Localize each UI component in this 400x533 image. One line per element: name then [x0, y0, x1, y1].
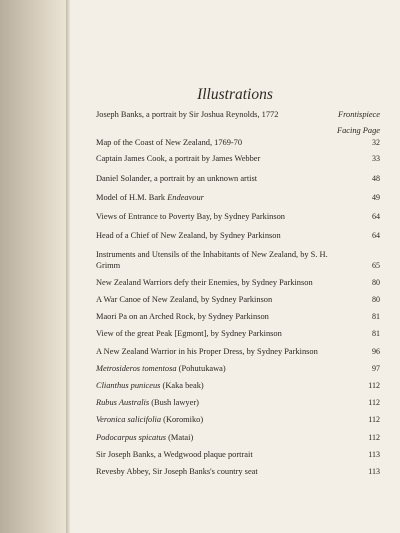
- entry-title-text: A War Canoe of New Zealand, by Sydney Parkinson: [96, 295, 273, 305]
- entry-page: 49: [372, 192, 380, 202]
- entry-title: [96, 193, 380, 203]
- entry-title-text: Maori Pa on an Arched Rock, by Sydney Parkinson: [96, 312, 269, 322]
- entry-title-text: (Matai): [166, 432, 194, 442]
- entry-title: [96, 467, 380, 477]
- list-item: [96, 467, 380, 477]
- list-item: [96, 450, 380, 460]
- entry-title-text: Daniel Solander, a portrait by an unknown artist: [96, 173, 258, 183]
- list-item: [96, 312, 380, 322]
- list-item: [96, 138, 380, 148]
- entry-title-text: Model of H.M. Bark: [96, 192, 168, 202]
- entry-page: 81: [372, 329, 380, 339]
- list-item: [96, 278, 380, 288]
- entry-title-text: View of the great Peak [Egmont], by Sydney Parkinson: [96, 329, 282, 339]
- entry-title: [96, 398, 380, 408]
- entry-title-text: (Kaka beak): [160, 381, 204, 391]
- entry-page: 97: [372, 363, 380, 373]
- entry-title-italic: Veronica salicifolia: [96, 415, 162, 425]
- entry-page: Frontispiece: [337, 110, 380, 119]
- list-item: [96, 415, 380, 425]
- entry-title: [96, 364, 380, 374]
- entry-page: 112: [368, 415, 380, 425]
- list-item: [96, 295, 380, 305]
- entry-title-text: Map of the Coast of New Zealand, 1769-70: [96, 138, 243, 148]
- entry-title: [96, 450, 380, 460]
- entry-title: [96, 212, 380, 222]
- entry-title-text: Revesby Abbey, Sir Joseph Banks's country seat: [96, 467, 258, 477]
- entry-page: 113: [368, 467, 380, 477]
- entry-title-italic: Rubus Australis: [96, 398, 150, 408]
- list-item: [96, 433, 380, 443]
- entry-title: [96, 295, 380, 305]
- page-title: Illustrations: [197, 86, 273, 103]
- entry-title-italic: Podocarpus spicatus: [96, 432, 167, 442]
- entry-title: [96, 231, 380, 241]
- list-item: [96, 364, 380, 374]
- entry-page: 112: [368, 432, 380, 442]
- entry-title-text: Instruments and Utensils of the Inhabitants of New Zealand, by S. H. Grimm: [96, 250, 328, 270]
- entry-page: 81: [372, 312, 380, 322]
- facing-page-label: Facing Page: [336, 126, 380, 136]
- entry-title-text: Head of a Chief of New Zealand, by Sydney Parkinson: [96, 231, 281, 241]
- entry-title: [96, 415, 380, 425]
- book-gutter: [0, 0, 74, 533]
- entry-title: Joseph Banks, a portrait by Sir Joshua Reynolds, 1772: [96, 110, 279, 119]
- entry-title: [96, 312, 380, 322]
- list-item: [96, 154, 380, 164]
- entry-title: [96, 433, 380, 443]
- entry-page: 112: [368, 398, 380, 408]
- list-item: [96, 347, 380, 357]
- list-item-frontispiece: [96, 110, 380, 120]
- entry-title: [96, 250, 380, 270]
- entry-page: 64: [372, 212, 380, 222]
- entry-title-text: (Koromiko): [161, 415, 204, 425]
- entry-title: [96, 138, 380, 148]
- entry-page: 113: [368, 449, 380, 459]
- entry-page: 112: [368, 381, 380, 391]
- entry-title-text: A New Zealand Warrior in his Proper Dress, by Sydney Parkinson: [96, 346, 318, 356]
- entry-page: 64: [372, 231, 380, 241]
- entry-title-italic: Metrosideros tomentosa: [96, 363, 177, 373]
- list-item: [96, 250, 380, 270]
- entry-page: 65: [372, 260, 380, 270]
- entry-page: 96: [372, 346, 380, 356]
- entry-title: [96, 381, 380, 391]
- entry-page: 32: [372, 138, 380, 148]
- list-item: [96, 212, 380, 222]
- entry-page: 80: [372, 295, 380, 305]
- entry-page: 33: [372, 154, 380, 164]
- entry-title-text: (Pohutukawa): [176, 363, 226, 373]
- entry-title-italic: Endeavour: [167, 192, 204, 202]
- entry-title: [96, 278, 380, 288]
- illustrations-list: [96, 110, 380, 484]
- list-item: [96, 329, 380, 339]
- list-item: [96, 231, 380, 241]
- entry-page: 80: [372, 277, 380, 287]
- entry-title-text: (Bush lawyer): [149, 398, 199, 408]
- entry-title: [96, 347, 380, 357]
- entry-title: [96, 329, 380, 339]
- entries-container: [96, 138, 380, 477]
- entry-title: [96, 174, 380, 184]
- entry-title-text: New Zealand Warriors defy their Enemies, by Sydney Parkinson: [96, 277, 313, 287]
- entry-title-text: Captain James Cook, a portrait by James Webber: [96, 154, 261, 164]
- list-item: [96, 398, 380, 408]
- list-item: [96, 381, 380, 391]
- entry-title-text: Sir Joseph Banks, a Wedgwood plaque portrait: [96, 449, 253, 459]
- entry-title-italic: Clianthus puniceus: [96, 381, 161, 391]
- list-item: [96, 174, 380, 184]
- entry-title-text: Views of Entrance to Poverty Bay, by Sydney Parkinson: [96, 212, 285, 222]
- list-item: [96, 193, 380, 203]
- entry-page: 48: [372, 173, 380, 183]
- entry-title: [96, 154, 380, 164]
- facing-page-label-row: [96, 126, 380, 138]
